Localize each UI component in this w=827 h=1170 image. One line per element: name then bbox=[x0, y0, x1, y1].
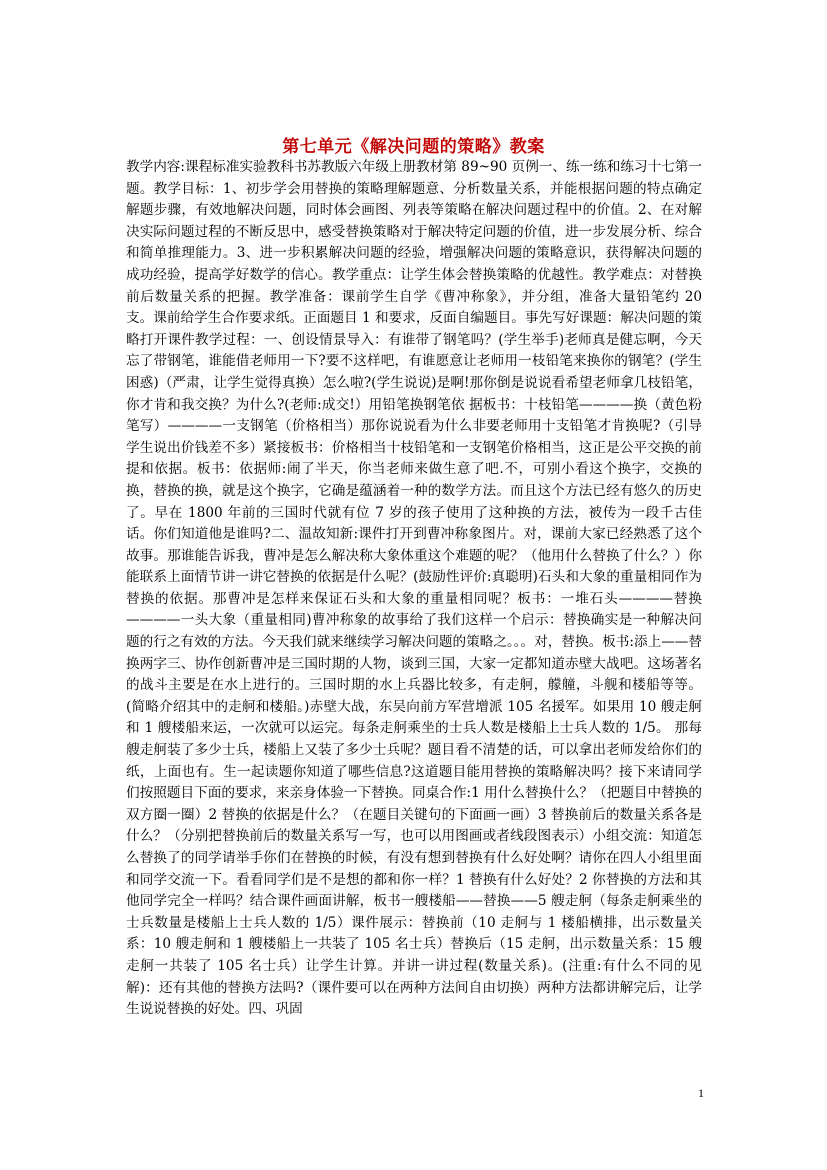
page-number: 1 bbox=[698, 1086, 704, 1100]
document-title: 第七单元《解决问题的策略》教案 bbox=[282, 137, 545, 157]
document-body-paragraph: 教学内容:课程标准实验教科书苏教版六年级上册教材第 89~90 页例一、练一练和练习十七第一题。教学目标：1、初步学会用替换的策略理解题意、分析数量关系，并能根据问题的特点确定解题步骤，有效地解决问题，同时体会画图、列表等策略在解决问题过程中的价值。2、在对解决实际问题过程的不断反思中，感受替换策略对于解决特定问题的价值，进一步发展分析、综合和简单推理能力。3、进一步积累解决问题的经验，增强解决问题的策略意识，获得解决问题的成功经验，提高学好数学的信心。教学重点：让学生体会替换策略的优越性。教学难点：对替换前后数量关系的把握。教学准备：课前学生自学《曹冲称象》，并分组，准备大量铅笔约 20 支。课前给学生合作要求纸。正面题目 1 和要求，反面自编题目。事先写好课题：解决问题的策略打开课件教学过程：一、创设情景导入：有谁带了钢笔吗？(学生举手)老师真是健忘啊，今天忘了带钢笔，谁能借老师用一下?要不这样吧，有谁愿意让老师用一枝铅笔来换你的钢笔？(学生困惑)（严肃，让学生觉得真换）怎么啦?(学生说说)是啊!那你倒是说说看希望老师拿几枝铅笔，你才肯和我交换？为什么?(老师:成交!）用铅笔换钢笔依 据板书：十枝铅笔————换（黄色粉笔写）————一支钢笔（价格相当）那你说说看为什么非要老师用十支铅笔才肯换呢?（引导学生说出价钱差不多）紧接板书：价格相当十枝铅笔和一支钢笔价格相当，这正是公平交换的前提和依据。板书：依据师:闹了半天，你当老师来做生意了吧.不，可别小看这个换字，交换的换，替换的换，就是这个换字，它确是蕴涵着一种的数学方法。而且这个方法已经有悠久的历史了。早在 1800 年前的三国时代就有位 7 岁的孩子使用了这种换的方法，被传为一段千古佳话。你们知道他是谁吗?二、温故知新:课件打开到曹冲称象图片。对，课前大家已经熟悉了这个故事。那谁能告诉我，曹冲是怎么解决称大象体重这个难题的呢？（他用什么替换了什么？）你能联系上面情节讲一讲它替换的依据是什么呢？(鼓励性评价:真聪明)石头和大象的重量相同作为替换的依据。那曹冲是怎样来保证石头和大象的重量相同呢？板书：一堆石头————替换————一头大象（重量相同)曹冲称象的故事给了我们这样一个启示：替换确实是一种解决问题的行之有效的方法。今天我们就来继续学习解决问题的策略之。。。对，替换。板书:添上——替换两字三、协作创新曹冲是三国时期的人物，谈到三国，大家一定都知道赤壁大战吧。这场著名的战斗主要是在水上进行的。三国时期的水上兵器比较多，有走舸，艨艟，斗舰和楼船等等。(简略介绍其中的走舸和楼船。)赤壁大战，东吴向前方军营增派 105 名援军。如果用 10 艘走舸和 1 艘楼船来运，一次就可以运完。每条走舸乘坐的士兵人数是楼船上士兵人数的 1/5。 那每艘走舸装了多少士兵，楼船上又装了多少士兵呢？题目看不清楚的话，可以拿出老师发给你们的纸，上面也有。生一起读题你知道了哪些信息?这道题目能用替换的策略解决吗？接下来请同学们按照题目下面的要求，来亲身体验一下替换。同桌合作:1 用什么替换什么？（把题目中替换的双方圈一圈）2 替换的依据是什么？（在题目关键句的下面画一画）3 替换前后的数量关系各是什么？（分别把替换前后的数量关系写一写，也可以用图画或者线段图表示）小组交流：知道怎么替换了的同学请举手你们在替换的时候，有没有想到替换有什么好处啊？请你在四人小组里面和同学交流一下。看看同学们是不是想的都和你一样？1 替换有什么好处？2 你替换的方法和其他同学完全一样吗？结合课件画面讲解，板书一艘楼船——替换——5 艘走舸（每条走舸乘坐的士兵数量是楼船上士兵人数的 1/5）课件展示：替换前（10 走舸与 1 楼船横排，出示数量关系：10 艘走舸和 1 艘楼船上一共装了 105 名士兵）替换后（15 走舸，出示数量关系：15 艘走舸一共装了 105 名士兵）让学生计算。并讲一讲过程(数量关系)。(注重:有什么不同的见解)：还有其他的替换方法吗?（课件要可以在两种方法间自由切换）两种方法都讲解完后，让学生说说替换的好处。四、巩固 bbox=[126, 159, 702, 1018]
